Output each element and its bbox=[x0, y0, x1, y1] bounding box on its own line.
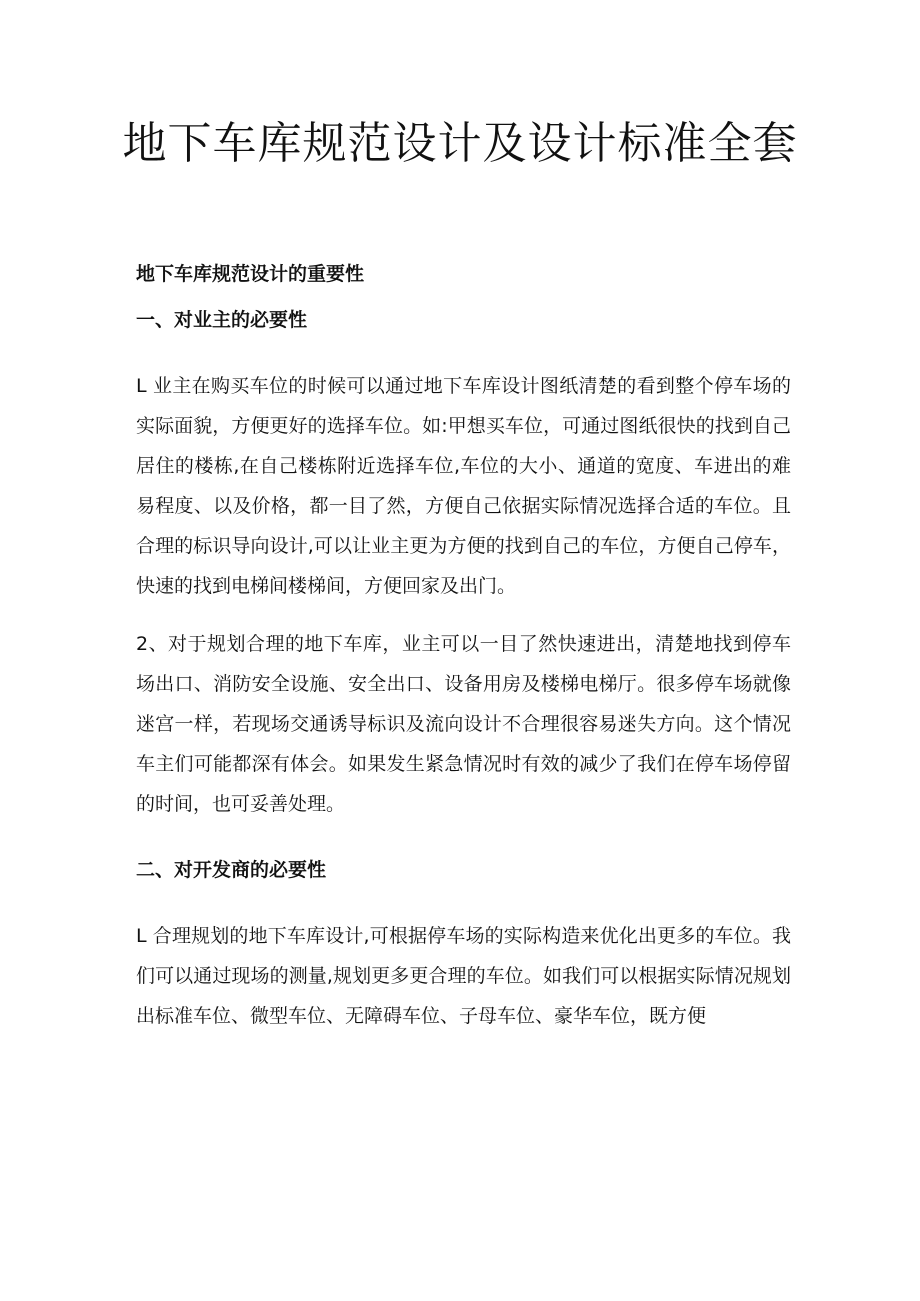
part1-paragraph-2: 2、对于规划合理的地下车库，业主可以一目了然快速进出，清楚地找到停车场出口、消防安全设施、安全出口、设备用房及楼梯电梯厅。很多停车场就像迷宫一样，若现场交通诱导标识及流向设计不合理很容易迷失方向。这个情况车主们可能都深有体会。如果发生紧急情况时有效的减少了我们在停车场停留的时间，也可妥善处理。 bbox=[136, 633, 791, 815]
document-title: 地下车库规范设计及设计标准全套 bbox=[122, 118, 798, 169]
part2-paragraph-1: L 合理规划的地下车库设计,可根据停车场的实际构造来优化出更多的车位。我们可以通过现场的测量,规划更多更合理的车位。如我们可以根据实际情况规划出标准车位、微型车位、无障碍车位、子母车位、豪华车位，既方便 bbox=[136, 925, 791, 1027]
part1-paragraph-1: L 业主在购买车位的时候可以通过地下车库设计图纸清楚的看到整个停车场的实际面貌，方便更好的选择车位。如:甲想买车位，可通过图纸很快的找到自己居住的楼栋,在自己楼栋附近选择车位,车位的大小、通道的宽度、车进出的难易程度、以及价格，都一目了然，方便自己依据实际情况选择合适的车位。且合理的标识导向设计,可以让业主更为方便的找到自己的车位，方便自己停车，快速的找到电梯间楼梯间，方便回家及出门。 bbox=[136, 375, 791, 597]
part1-heading: 一、对业主的必要性 bbox=[136, 309, 308, 331]
part2-heading: 二、对开发商的必要性 bbox=[136, 859, 327, 881]
spacer bbox=[136, 824, 791, 850]
spacer bbox=[136, 606, 791, 624]
document-body bbox=[136, 254, 791, 1036]
section-heading: 地下车库规范设计的重要性 bbox=[136, 263, 365, 285]
spacer bbox=[136, 890, 791, 916]
spacer bbox=[136, 340, 791, 366]
